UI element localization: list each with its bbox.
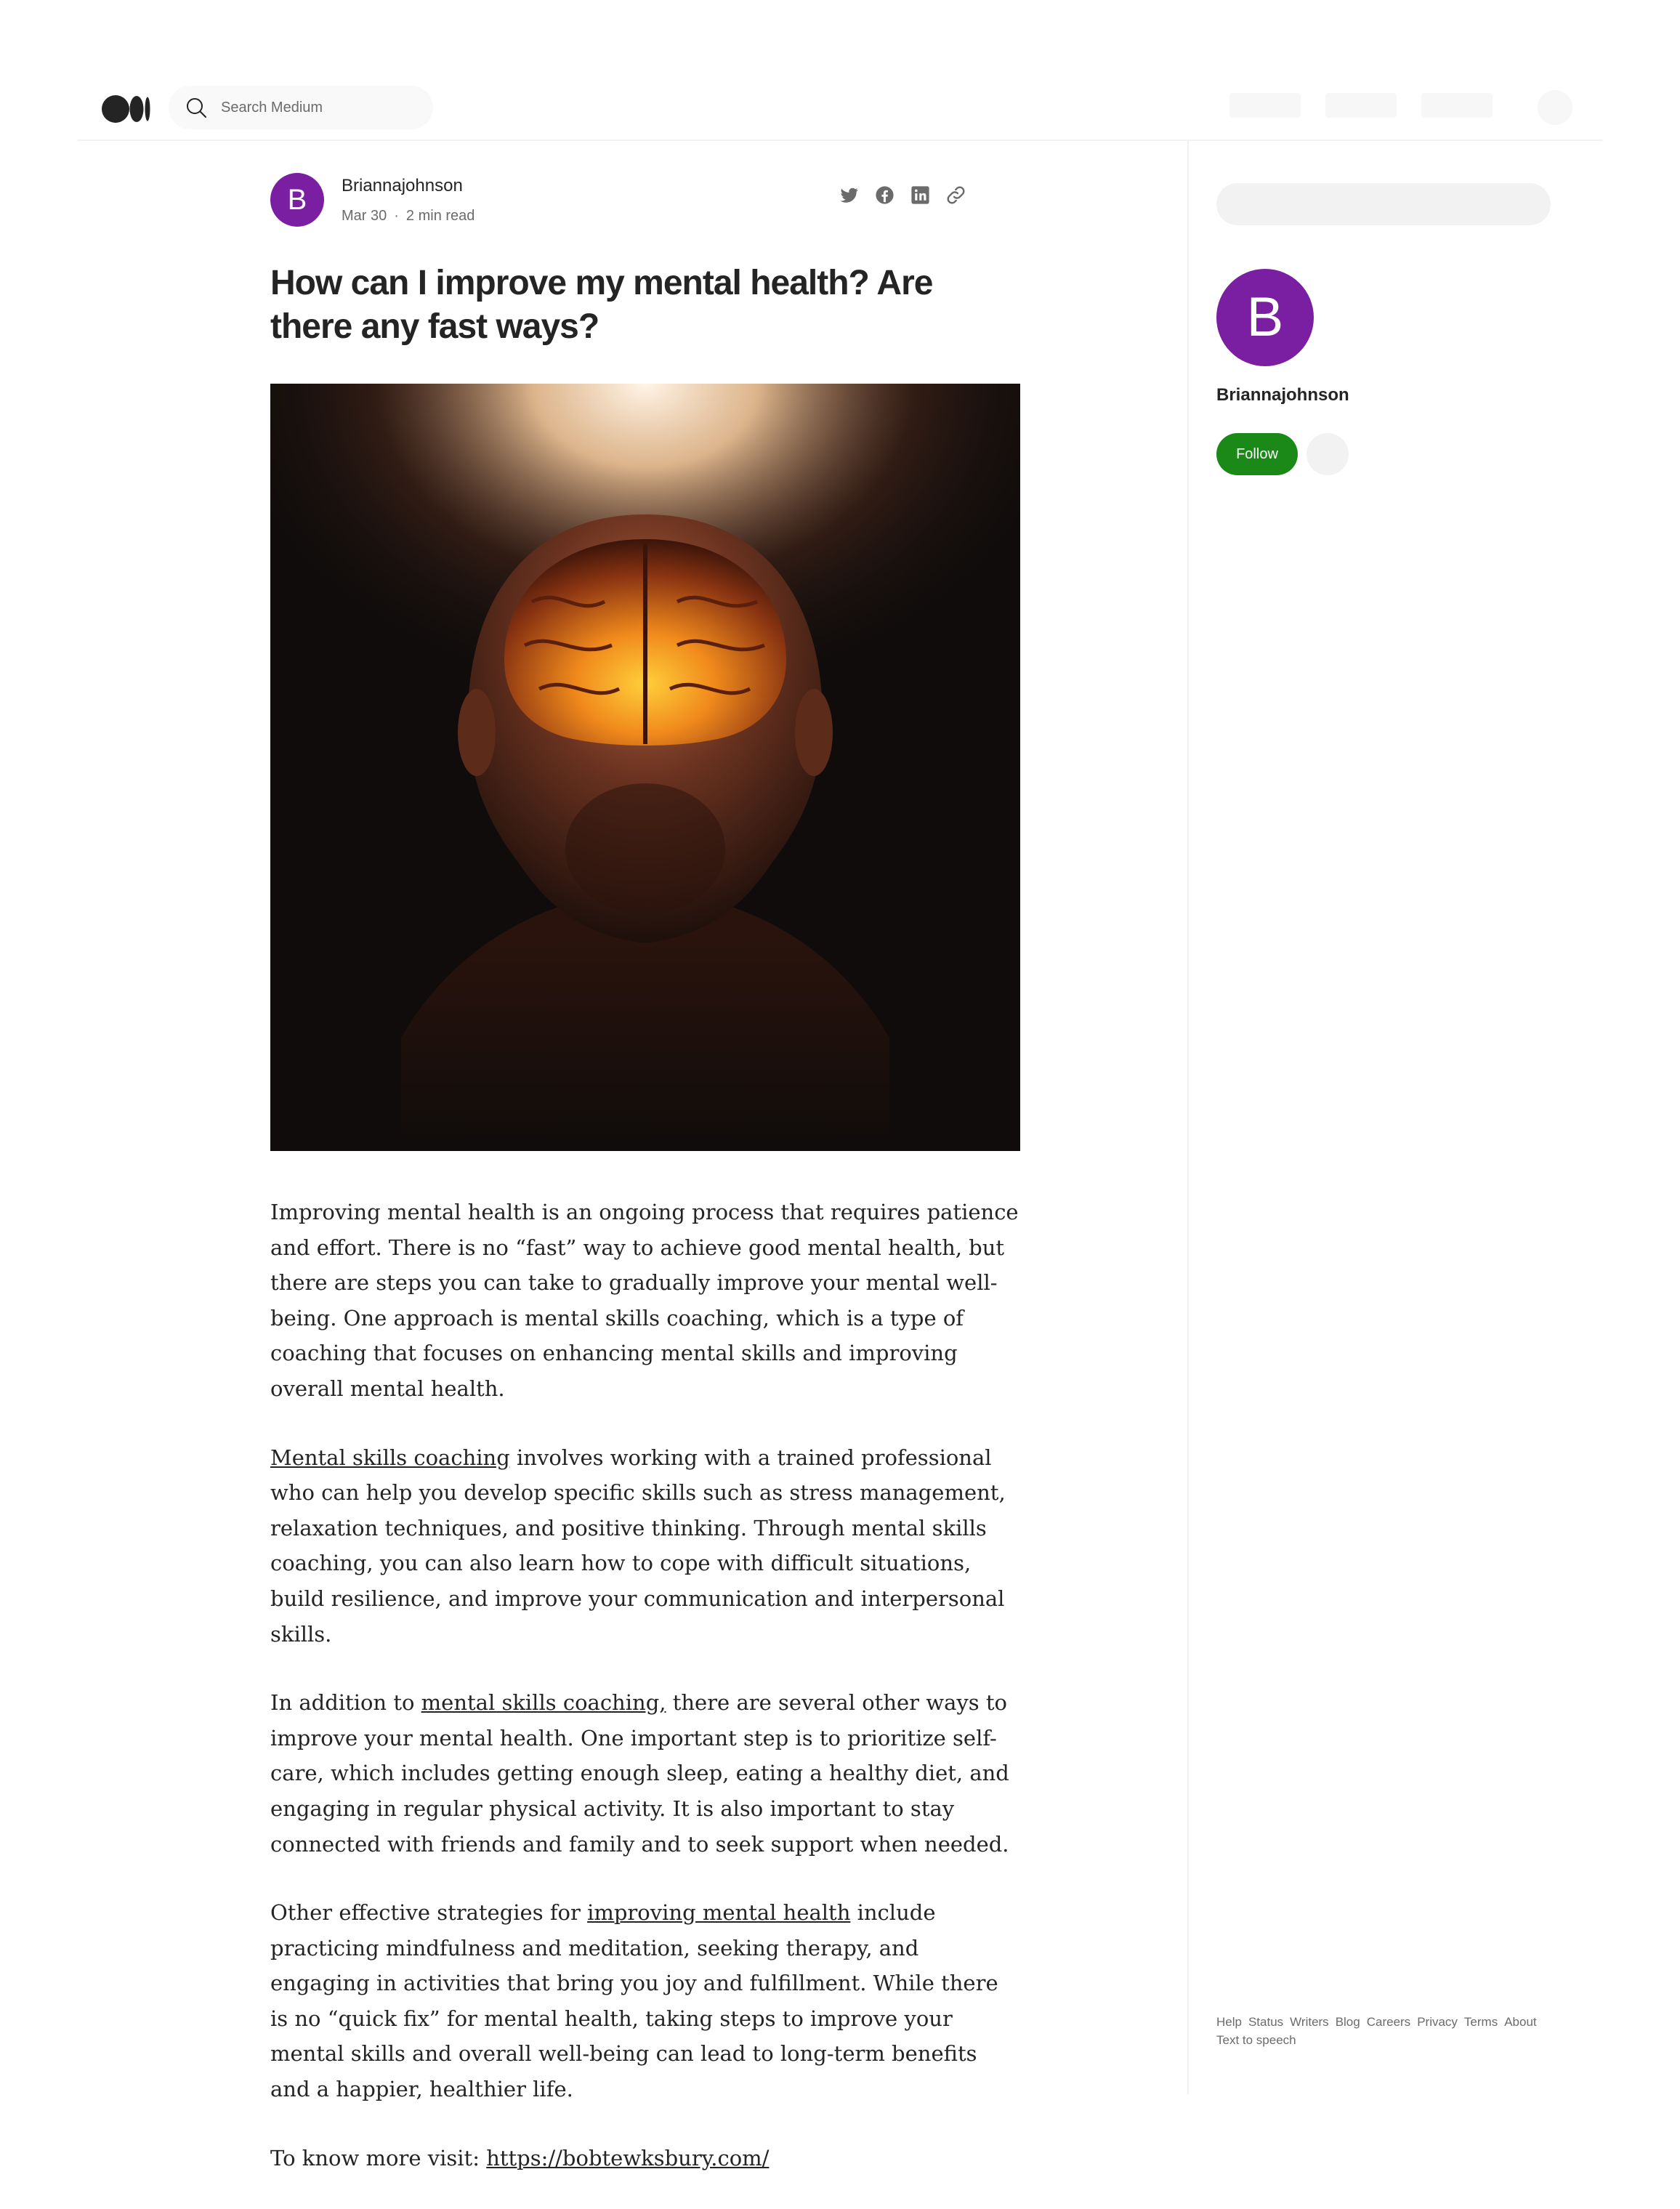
brain-illustration [270, 384, 1020, 1151]
footer-link-blog[interactable]: Blog [1335, 2015, 1360, 2029]
subscribe-button[interactable] [1307, 433, 1349, 475]
sidebar-author-name[interactable]: Briannajohnson [1216, 385, 1349, 405]
copy-link-button[interactable] [945, 185, 966, 206]
article-title: How can I improve my mental health? Are there any fast ways? [270, 264, 933, 346]
nav-placeholder [1421, 93, 1493, 118]
paragraph-text: To know more visit: [270, 2145, 487, 2170]
external-website-link[interactable]: https://bobtewksbury.com/ [486, 2145, 770, 2170]
linkedin-share-button[interactable] [910, 185, 931, 206]
link-icon [945, 185, 966, 206]
footer-link-status[interactable]: Status [1248, 2015, 1284, 2029]
article-meta [342, 208, 474, 225]
paragraph-text: Other effective strategies for [270, 1900, 588, 1926]
facebook-share-button[interactable] [874, 185, 895, 206]
nav-placeholder [1325, 93, 1397, 118]
twitter-share-button[interactable] [839, 185, 860, 206]
search-input[interactable]: Search Medium [221, 100, 323, 116]
nav-placeholder [1229, 93, 1301, 118]
share-buttons [839, 185, 966, 206]
footer-links [1216, 2013, 1594, 2049]
paragraph-text: include practicing mindfulness and meditation, seeking therapy, and engaging in activities that bring you joy and fulfillment. While there is no “quick fix” for mental health, taking steps to improve your mental skills and overall well-being can lead to long-term benefits and a happier, healthier life. [270, 1900, 998, 2102]
author-avatar-large[interactable]: B [1216, 269, 1314, 366]
hero-image [270, 384, 1020, 1151]
nav-avatar-placeholder [1538, 90, 1572, 125]
footer-link-careers[interactable]: Careers [1366, 2015, 1411, 2029]
author-row [270, 167, 1020, 228]
follow-button[interactable]: Follow [1216, 433, 1298, 475]
improving-mental-health-link[interactable]: improving mental health [587, 1900, 851, 1926]
footer-link-writers[interactable]: Writers [1290, 2015, 1329, 2029]
twitter-icon [839, 185, 860, 206]
medium-logo-icon[interactable] [102, 94, 151, 124]
paragraph-text: involves working with a trained professional who can help you develop specific skills such as stress management, relaxation techniques, and positive thinking. Through mental skills coaching, you can also learn how to cope with difficult situations, build resilience, and improve your communication and interpersonal skills. [270, 1445, 1006, 1647]
search-icon [185, 96, 208, 119]
paragraph-text: there are several other ways to improve your mental health. One important step is to prioritize self-care, which includes getting enough sleep, eating a healthy diet, and engaging in regular physical activity. It is also important to stay connected with friends and family and to seek support when needed. [270, 1690, 1009, 1857]
article [270, 167, 1020, 2209]
mental-skills-coaching-link[interactable]: mental skills coaching, [421, 1690, 666, 1716]
top-nav [77, 81, 1603, 141]
avatar[interactable]: B [270, 173, 324, 227]
author-name[interactable]: Briannajohnson [342, 176, 463, 195]
paragraph [270, 2141, 1020, 2176]
mental-skills-coaching-link[interactable]: Mental skills coaching [270, 1445, 510, 1470]
paragraph-text: In addition to [270, 1690, 421, 1716]
footer-link-privacy[interactable]: Privacy [1417, 2015, 1458, 2029]
linkedin-icon [910, 185, 931, 206]
footer-link-text-to-speech[interactable]: Text to speech [1216, 2033, 1296, 2047]
article-body [270, 1195, 1020, 2176]
footer-link-about[interactable]: About [1504, 2015, 1537, 2029]
footer-link-help[interactable]: Help [1216, 2015, 1242, 2029]
facebook-icon [874, 185, 895, 206]
paragraph [270, 1440, 1020, 1652]
paragraph [270, 1685, 1020, 1862]
sidebar [1187, 140, 1604, 2094]
search-bar[interactable] [169, 86, 433, 129]
sidebar-placeholder [1216, 183, 1551, 225]
paragraph [270, 1895, 1020, 2107]
publish-date: Mar 30 [342, 208, 387, 224]
footer-link-terms[interactable]: Terms [1463, 2015, 1498, 2029]
meta-separator: · [394, 208, 399, 224]
read-time: 2 min read [405, 208, 475, 224]
paragraph: Improving mental health is an ongoing process that requires patience and effort. There is no “fast” way to achieve good mental health, but there are steps you can take to gradually improve your mental well-being. One approach is mental skills coaching, which is a type of coaching that focuses on enhancing mental skills and improving overall mental health. [270, 1200, 1019, 1401]
